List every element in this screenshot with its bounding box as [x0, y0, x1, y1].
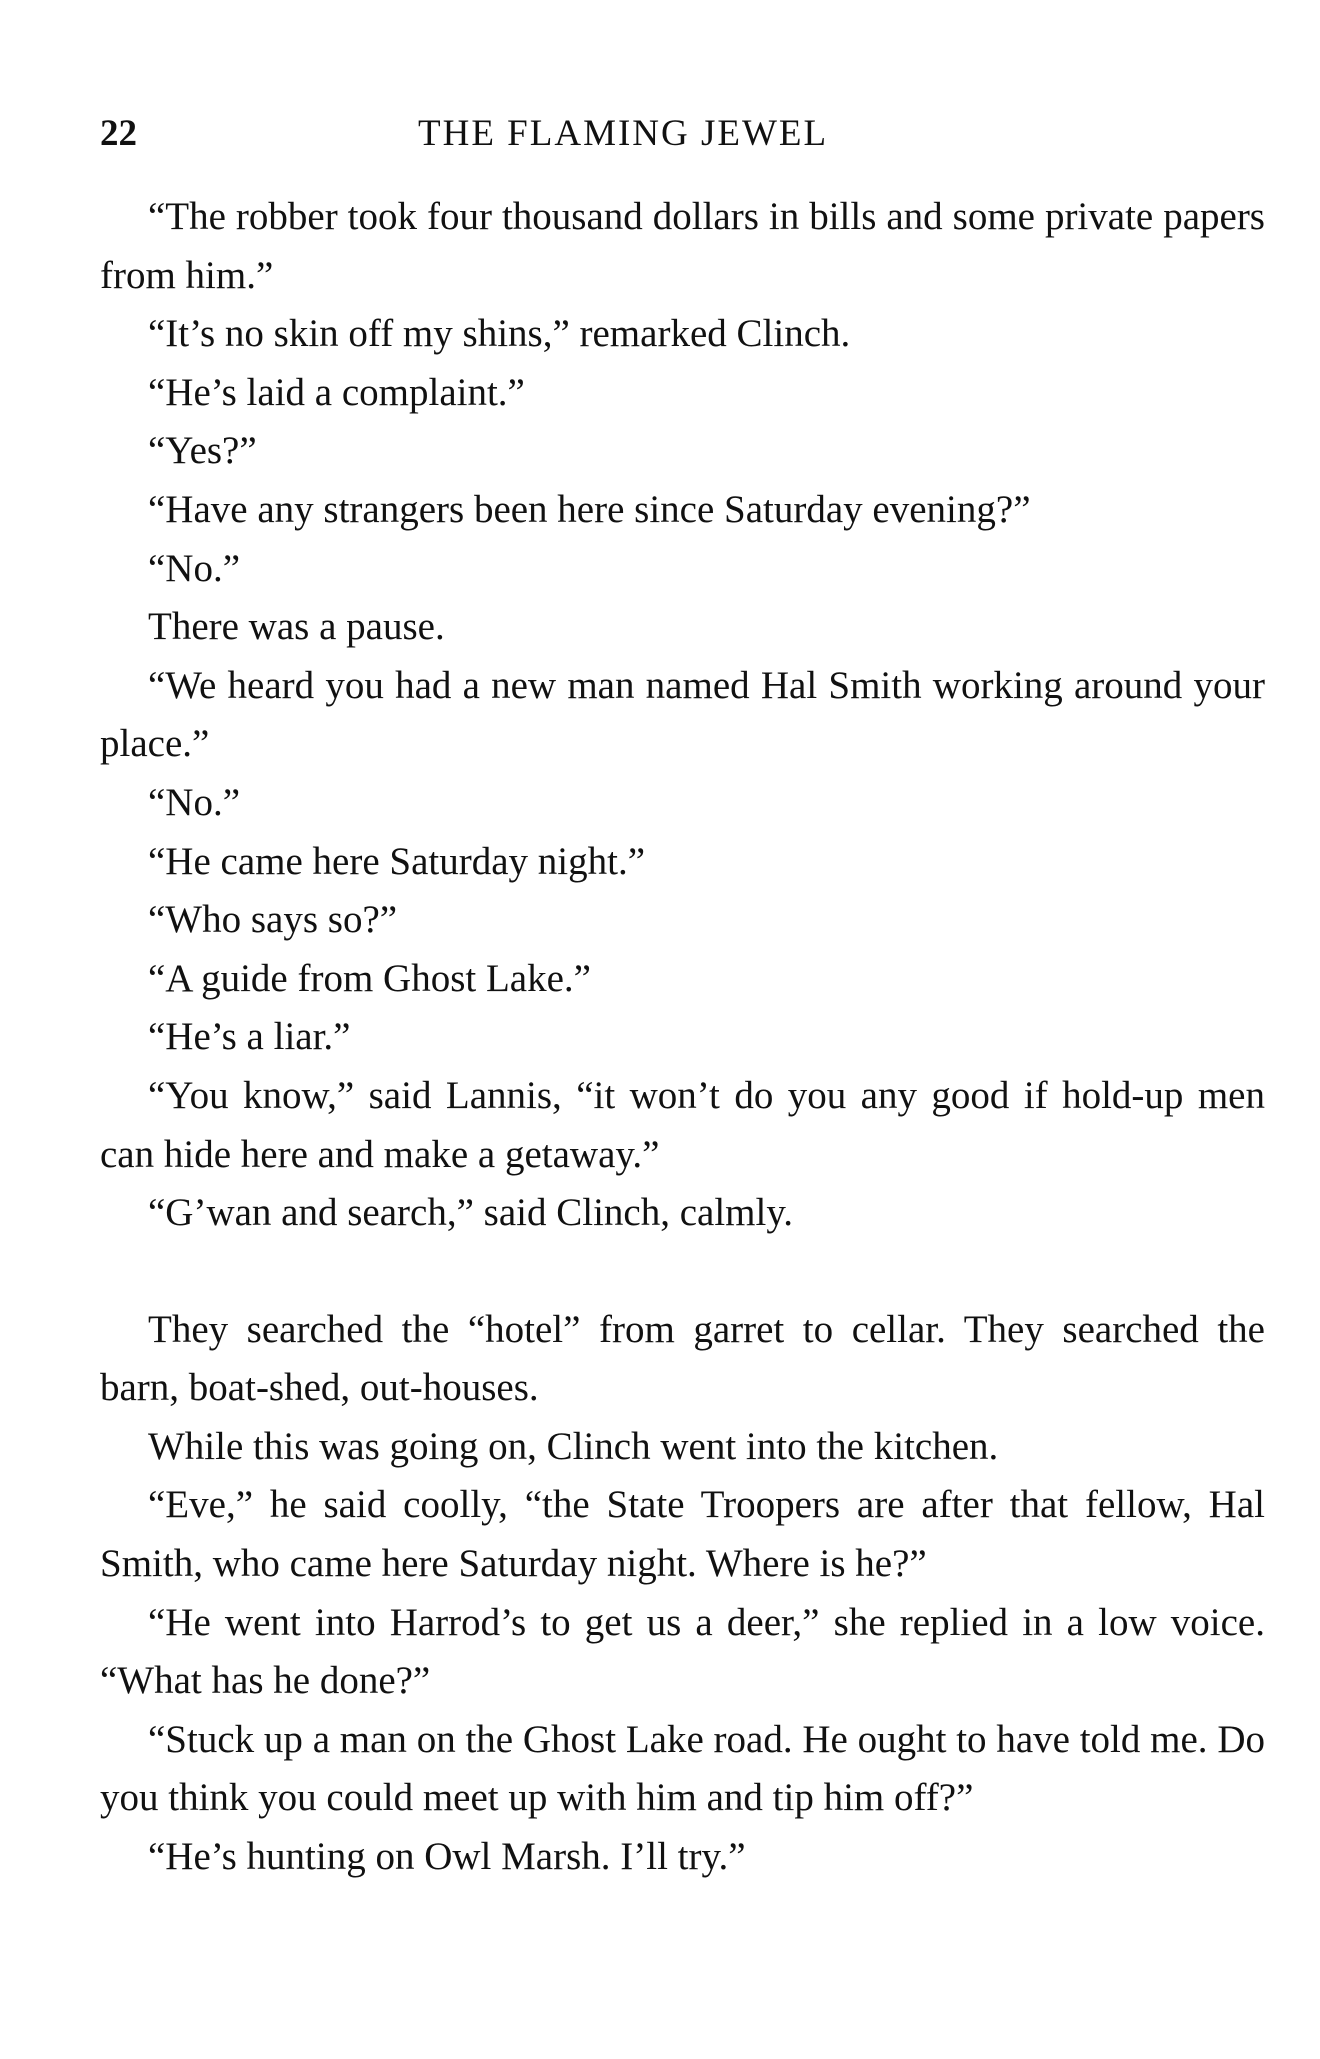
- body-text: [100, 188, 1265, 1887]
- paragraph: “Yes?”: [148, 429, 257, 473]
- page-number: 22: [100, 113, 137, 154]
- paragraph: “Who says so?”: [148, 898, 398, 942]
- paragraph: “G’wan and search,” said Clinch, calmly.: [148, 1191, 794, 1235]
- section-break: [100, 1243, 1265, 1301]
- paragraph: “You know,” said Lannis, “it won’t do you any good if hold-up men can hide here and make a getaway.”: [100, 1073, 1265, 1176]
- paragraph: “He’s laid a complaint.”: [148, 370, 525, 414]
- paragraph: “No.”: [148, 546, 241, 590]
- paragraph: “He’s a liar.”: [148, 1015, 351, 1059]
- paragraph: While this was going on, Clinch went into the kitchen.: [148, 1424, 999, 1468]
- paragraph: “Have any strangers been here since Saturday evening?”: [148, 487, 1031, 531]
- book-title: THE FLAMING JEWEL: [418, 113, 829, 154]
- paragraph: “Stuck up a man on the Ghost Lake road. He ought to have told me. Do you think you could meet up with him and tip him off?”: [100, 1717, 1265, 1820]
- paragraph: “Eve,” he said coolly, “the State Troopers are after that fellow, Hal Smith, who came here Saturday night. Where is he?”: [100, 1483, 1265, 1586]
- paragraph: “The robber took four thousand dollars in bills and some private papers from him.”: [100, 195, 1265, 297]
- paragraph: “He went into Harrod’s to get us a deer,” she replied in a low voice. “What has he done?”: [100, 1600, 1265, 1703]
- paragraph: “We heard you had a new man named Hal Smith working around your place.”: [100, 663, 1265, 766]
- paragraph: They searched the “hotel” from garret to cellar. They searched the barn, boat-shed, out-houses.: [100, 1307, 1265, 1410]
- paragraph: “He came here Saturday night.”: [148, 839, 646, 883]
- paragraph: “No.”: [148, 780, 241, 824]
- paragraph: There was a pause.: [148, 605, 445, 649]
- paragraph: “It’s no skin off my shins,” remarked Clinch.: [148, 312, 851, 356]
- running-head: [100, 112, 960, 162]
- paragraph: “A guide from Ghost Lake.”: [148, 956, 591, 1000]
- paragraph: “He’s hunting on Owl Marsh. I’ll try.”: [148, 1835, 746, 1879]
